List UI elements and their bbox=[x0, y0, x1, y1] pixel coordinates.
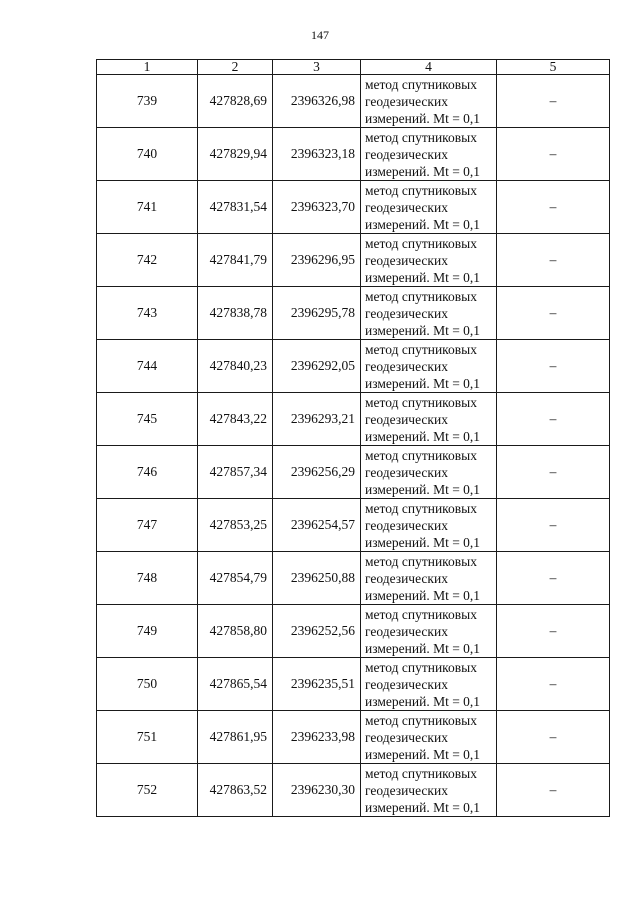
method-line: измерений. Mt = 0,1 bbox=[365, 799, 481, 815]
point-number-cell: 746 bbox=[97, 446, 198, 499]
table-row bbox=[97, 393, 610, 446]
x-coordinate-cell: 427853,25 bbox=[198, 499, 273, 552]
x-coordinate-cell: 427829,94 bbox=[198, 128, 273, 181]
y-coordinate-cell: 2396254,57 bbox=[273, 499, 361, 552]
method-line: геодезических bbox=[365, 517, 448, 533]
y-coordinate-cell: 2396326,98 bbox=[273, 75, 361, 128]
y-coordinate-cell: 2396233,98 bbox=[273, 711, 361, 764]
method-cell bbox=[361, 181, 497, 234]
y-coordinate-cell: 2396230,30 bbox=[273, 764, 361, 817]
method-cell bbox=[361, 764, 497, 817]
x-coordinate-cell: 427865,54 bbox=[198, 658, 273, 711]
method-line: геодезических bbox=[365, 305, 448, 321]
method-line: геодезических bbox=[365, 623, 448, 639]
table-row bbox=[97, 658, 610, 711]
point-number-cell: 743 bbox=[97, 287, 198, 340]
y-coordinate-cell: 2396250,88 bbox=[273, 552, 361, 605]
note-cell: – bbox=[497, 711, 610, 764]
method-line: геодезических bbox=[365, 729, 448, 745]
method-line: метод спутниковых bbox=[365, 341, 477, 357]
method-line: метод спутниковых bbox=[365, 765, 477, 781]
page-number: 147 bbox=[311, 28, 329, 42]
method-line: метод спутниковых bbox=[365, 76, 477, 92]
method-line: метод спутниковых bbox=[365, 500, 477, 516]
table-row bbox=[97, 446, 610, 499]
method-line: измерений. Mt = 0,1 bbox=[365, 534, 481, 550]
method-line: геодезических bbox=[365, 570, 448, 586]
x-coordinate-cell: 427857,34 bbox=[198, 446, 273, 499]
method-line: геодезических bbox=[365, 252, 448, 268]
table-row bbox=[97, 181, 610, 234]
point-number-cell: 744 bbox=[97, 340, 198, 393]
column-header-2: 2 bbox=[198, 60, 273, 75]
method-cell bbox=[361, 340, 497, 393]
y-coordinate-cell: 2396296,95 bbox=[273, 234, 361, 287]
column-header-5: 5 bbox=[497, 60, 610, 75]
column-header-3: 3 bbox=[273, 60, 361, 75]
note-cell: – bbox=[497, 128, 610, 181]
note-cell: – bbox=[497, 340, 610, 393]
table-body bbox=[97, 75, 610, 817]
note-cell: – bbox=[497, 605, 610, 658]
method-line: метод спутниковых bbox=[365, 394, 477, 410]
method-cell bbox=[361, 234, 497, 287]
method-line: измерений. Mt = 0,1 bbox=[365, 481, 481, 497]
method-cell bbox=[361, 393, 497, 446]
method-cell bbox=[361, 287, 497, 340]
note-cell: – bbox=[497, 181, 610, 234]
method-cell bbox=[361, 75, 497, 128]
method-line: метод спутниковых bbox=[365, 712, 477, 728]
x-coordinate-cell: 427858,80 bbox=[198, 605, 273, 658]
method-line: метод спутниковых bbox=[365, 447, 477, 463]
method-line: геодезических bbox=[365, 676, 448, 692]
method-line: измерений. Mt = 0,1 bbox=[365, 110, 481, 126]
table-row bbox=[97, 605, 610, 658]
note-cell: – bbox=[497, 764, 610, 817]
y-coordinate-cell: 2396295,78 bbox=[273, 287, 361, 340]
point-number-cell: 741 bbox=[97, 181, 198, 234]
x-coordinate-cell: 427863,52 bbox=[198, 764, 273, 817]
method-line: измерений. Mt = 0,1 bbox=[365, 428, 481, 444]
y-coordinate-cell: 2396252,56 bbox=[273, 605, 361, 658]
table-row bbox=[97, 128, 610, 181]
method-line: измерений. Mt = 0,1 bbox=[365, 269, 481, 285]
table-row bbox=[97, 499, 610, 552]
table-row bbox=[97, 764, 610, 817]
y-coordinate-cell: 2396323,70 bbox=[273, 181, 361, 234]
method-cell bbox=[361, 446, 497, 499]
x-coordinate-cell: 427828,69 bbox=[198, 75, 273, 128]
method-cell bbox=[361, 552, 497, 605]
method-line: измерений. Mt = 0,1 bbox=[365, 587, 481, 603]
method-line: геодезических bbox=[365, 146, 448, 162]
method-line: метод спутниковых bbox=[365, 288, 477, 304]
x-coordinate-cell: 427831,54 bbox=[198, 181, 273, 234]
method-line: измерений. Mt = 0,1 bbox=[365, 375, 481, 391]
point-number-cell: 748 bbox=[97, 552, 198, 605]
method-cell bbox=[361, 711, 497, 764]
table-row bbox=[97, 234, 610, 287]
note-cell: – bbox=[497, 75, 610, 128]
method-line: измерений. Mt = 0,1 bbox=[365, 693, 481, 709]
note-cell: – bbox=[497, 234, 610, 287]
y-coordinate-cell: 2396235,51 bbox=[273, 658, 361, 711]
point-number-cell: 749 bbox=[97, 605, 198, 658]
note-cell: – bbox=[497, 393, 610, 446]
table-header-row bbox=[97, 60, 610, 75]
x-coordinate-cell: 427843,22 bbox=[198, 393, 273, 446]
method-line: геодезических bbox=[365, 464, 448, 480]
method-line: метод спутниковых bbox=[365, 182, 477, 198]
note-cell: – bbox=[497, 499, 610, 552]
point-number-cell: 745 bbox=[97, 393, 198, 446]
method-cell bbox=[361, 605, 497, 658]
y-coordinate-cell: 2396292,05 bbox=[273, 340, 361, 393]
point-number-cell: 740 bbox=[97, 128, 198, 181]
table-row bbox=[97, 340, 610, 393]
y-coordinate-cell: 2396256,29 bbox=[273, 446, 361, 499]
method-line: метод спутниковых bbox=[365, 606, 477, 622]
y-coordinate-cell: 2396293,21 bbox=[273, 393, 361, 446]
point-number-cell: 742 bbox=[97, 234, 198, 287]
column-header-4: 4 bbox=[361, 60, 497, 75]
point-number-cell: 751 bbox=[97, 711, 198, 764]
method-line: измерений. Mt = 0,1 bbox=[365, 746, 481, 762]
table-row bbox=[97, 711, 610, 764]
x-coordinate-cell: 427861,95 bbox=[198, 711, 273, 764]
y-coordinate-cell: 2396323,18 bbox=[273, 128, 361, 181]
method-cell bbox=[361, 658, 497, 711]
x-coordinate-cell: 427854,79 bbox=[198, 552, 273, 605]
point-number-cell: 752 bbox=[97, 764, 198, 817]
method-line: метод спутниковых bbox=[365, 659, 477, 675]
point-number-cell: 750 bbox=[97, 658, 198, 711]
method-line: измерений. Mt = 0,1 bbox=[365, 163, 481, 179]
method-line: геодезических bbox=[365, 411, 448, 427]
method-line: геодезических bbox=[365, 782, 448, 798]
method-line: измерений. Mt = 0,1 bbox=[365, 216, 481, 232]
coordinates-table bbox=[96, 59, 610, 817]
table-row bbox=[97, 552, 610, 605]
column-header-1: 1 bbox=[97, 60, 198, 75]
note-cell: – bbox=[497, 658, 610, 711]
method-line: измерений. Mt = 0,1 bbox=[365, 640, 481, 656]
note-cell: – bbox=[497, 446, 610, 499]
x-coordinate-cell: 427840,23 bbox=[198, 340, 273, 393]
x-coordinate-cell: 427841,79 bbox=[198, 234, 273, 287]
method-line: геодезических bbox=[365, 199, 448, 215]
method-cell bbox=[361, 499, 497, 552]
method-cell bbox=[361, 128, 497, 181]
method-line: метод спутниковых bbox=[365, 235, 477, 251]
method-line: метод спутниковых bbox=[365, 553, 477, 569]
table-row bbox=[97, 75, 610, 128]
note-cell: – bbox=[497, 287, 610, 340]
method-line: геодезических bbox=[365, 93, 448, 109]
x-coordinate-cell: 427838,78 bbox=[198, 287, 273, 340]
table-row bbox=[97, 287, 610, 340]
point-number-cell: 747 bbox=[97, 499, 198, 552]
method-line: геодезических bbox=[365, 358, 448, 374]
method-line: метод спутниковых bbox=[365, 129, 477, 145]
method-line: измерений. Mt = 0,1 bbox=[365, 322, 481, 338]
point-number-cell: 739 bbox=[97, 75, 198, 128]
note-cell: – bbox=[497, 552, 610, 605]
